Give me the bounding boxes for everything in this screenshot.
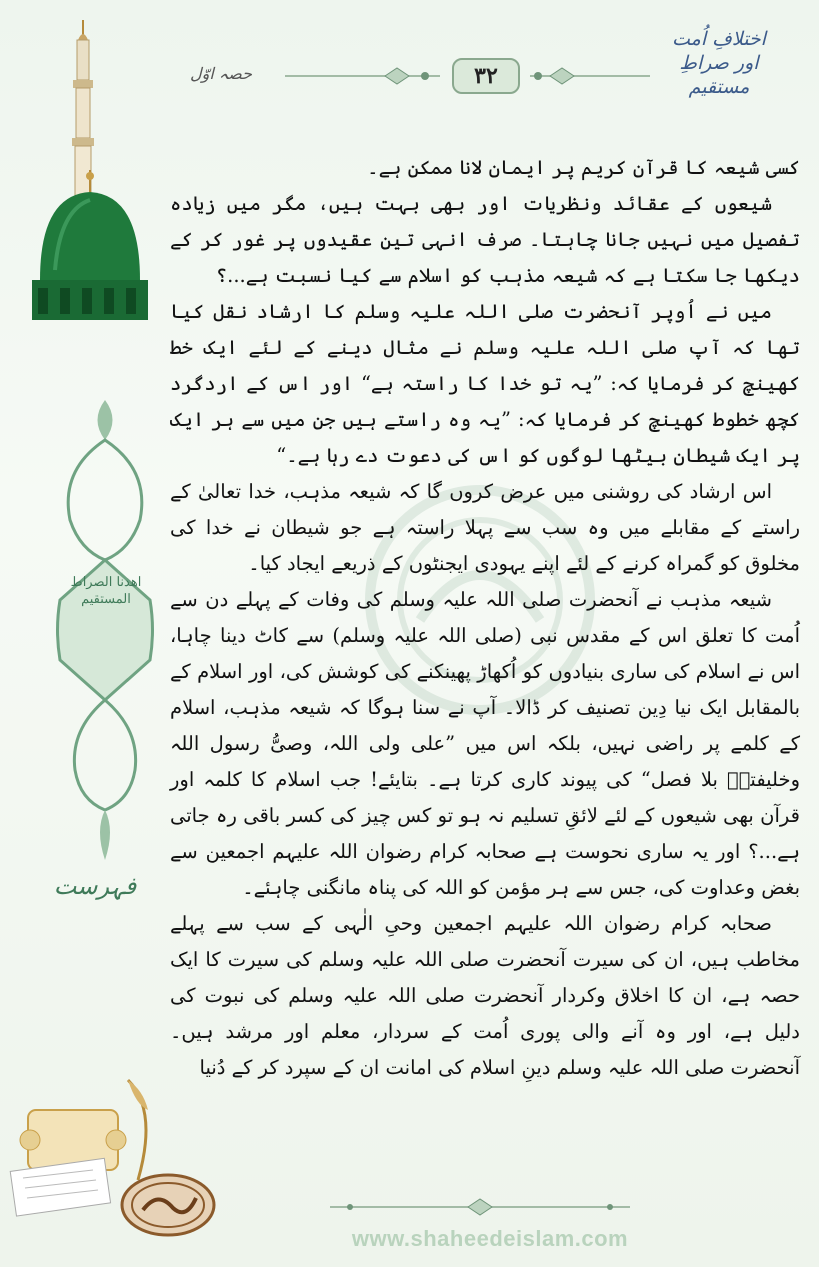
green-dome-icon — [20, 170, 160, 320]
website-link[interactable]: www.shaheedeislam.com — [351, 1226, 629, 1251]
header-left-ornament-icon — [285, 66, 440, 86]
page-number: ۳۲ — [452, 58, 520, 94]
paragraph: شیعہ مذہب نے آنحضرت صلی اللہ علیہ وسلم کی وفات کے پہلے دن سے اُمت کا تعلق اس کے مقدس نبی (صلی اللہ علیہ وسلم) سے کاٹ دینا چاہا، اس نے اسلام کی ساری بنیادوں کو اُکھاڑ پھینکنے کی کوشش کی، اور اسلام کے بالمقابل ایک نیا دِین تصنیف کر ڈالا۔ آپ نے سنا ہوگا کہ شیعہ مذہب، اسلام کے کلمے پر راضی نہیں، بلکہ اس میں ”علی ولی اللہ، وصیُّ رسول اللہ وخلیفتہٗ بلا فصل“ کی پیوند کاری کرتا ہے۔ بتایئے! جب اسلام کا کلمہ اور قرآن بھی شیعوں کے لئے لائقِ تسلیم نہ ہو تو کس چیز کی کسر باقی رہ جاتی ہے...؟ اور یہ ساری نحوست ہے صحابہ کرام رضوان اللہ علیہم اجمعین سے بغض وعداوت کی، جس سے ہر مؤمن کو اللہ کی پناہ مانگنی چاہئے۔ — [170, 588, 800, 899]
shaheed-islam-logo-icon — [118, 1170, 218, 1240]
sidebar-caption: اھدنا الصراط المستقیم — [70, 575, 142, 607]
paragraph: کسی شیعہ کا قرآن کریم پر ایمان لانا ممکن ہے۔ — [367, 156, 800, 179]
index-link[interactable]: فہرست — [53, 872, 137, 900]
book-title: اختلافِ اُمت اور صراطِ مستقیم — [672, 28, 766, 98]
part-label: حصہ اوّل — [190, 64, 253, 83]
paragraph: اس ارشاد کی روشنی میں عرض کروں گا کہ شیعہ مذہب، خدا تعالیٰ کے راستے کے مقابلے میں وہ سب سے پہلا راستہ ہے جو شیطان نے خدا کی مخلوق کو گمراہ کرنے کے لئے اپنے یہودی ایجنٹوں کے ذریعے ایجاد کیا۔ — [170, 480, 800, 575]
article-body — [170, 150, 800, 1086]
footer-ornament-icon — [330, 1198, 630, 1216]
paragraph: شیعوں کے عقائد ونظریات اور بھی بہت ہیں، مگر میں زیادہ تفصیل میں نہیں جانا چاہتا۔ صرف انہی تین عقیدوں پر غور کر کے دیکھا جا سکتا ہے کہ شیعہ مذہب کو اسلام سے کیا نسبت ہے...؟ — [170, 192, 800, 287]
header-right-ornament-icon — [530, 66, 650, 86]
ornamental-side-panel-icon — [50, 400, 160, 860]
paragraph: صحابہ کرام رضوان اللہ علیہم اجمعین وحیِ الٰہی کے سب سے پہلے مخاطب ہیں، ان کی سیرت آنحضرت صلی اللہ علیہ وسلم کی سیرت کا ایک حصہ ہے، ان کا اخلاق وکردار آنحضرت صلی اللہ علیہ وسلم کی نبوت کی دلیل ہے، اور وہ آنے والی پوری اُمت کے سردار، معلم اور مرشد ہیں۔ آنحضرت صلی اللہ علیہ وسلم دینِ اسلام کی امانت ان کے سپرد کر کے دُنیا — [170, 912, 800, 1079]
paragraph: میں نے اُوپر آنحضرت صلی اللہ علیہ وسلم کا ارشاد نقل کیا تھا کہ آپ صلی اللہ علیہ وسلم نے مثال دینے کے لئے ایک خط کھینچ کر فرمایا کہ: ”یہ تو خدا کا راستہ ہے“ اور اس کے اردگرد کچھ خطوط کھینچ کر فرمایا کہ: ”یہ وہ راستے ہیں جن میں سے ہر ایک پر ایک شیطان بیٹھا لوگوں کو اس کی دعوت دے رہا ہے۔“ — [170, 300, 800, 467]
